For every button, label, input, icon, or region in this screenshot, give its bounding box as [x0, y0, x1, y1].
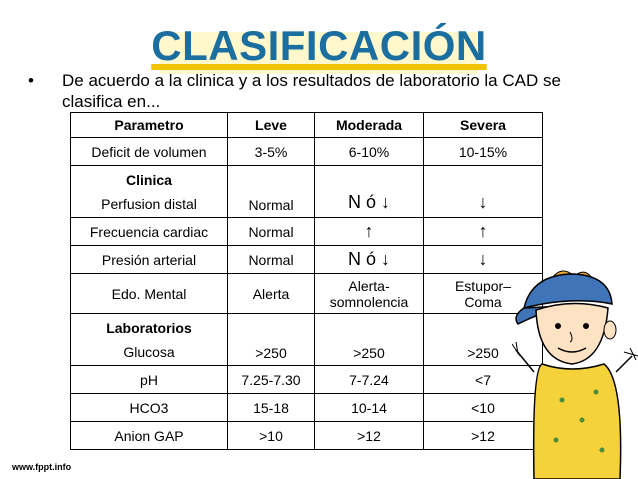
cartoon-boy-illustration: [512, 260, 638, 479]
slide-title: CLASIFICACIÓN: [151, 22, 487, 69]
cell: Estupor– Coma: [424, 274, 543, 314]
cell: Alerta- somnolencia: [315, 274, 424, 314]
cell: ↑: [424, 218, 543, 246]
cell: 15-18: [228, 394, 315, 422]
cell: Edo. Mental: [71, 274, 228, 314]
bullet-text: De acuerdo a la clinica y a los resultados de laboratorio la CAD se clasifica en...: [62, 71, 561, 111]
header-moderada: Moderada: [315, 113, 424, 138]
table-row: [71, 166, 543, 218]
cell: >10: [228, 422, 315, 450]
section-label-clinica: Clinica: [126, 171, 172, 188]
table-row: [71, 314, 543, 366]
cell: >12: [424, 422, 543, 450]
table-header-row: [71, 113, 543, 138]
cell: 10-15%: [424, 138, 543, 166]
classification-table: [70, 112, 543, 450]
cell: [71, 314, 228, 366]
cell: >250: [315, 314, 424, 366]
cell: [71, 166, 228, 218]
cell: 6-10%: [315, 138, 424, 166]
cell: 10-14: [315, 394, 424, 422]
cell: ↓: [424, 166, 543, 218]
cell: N ó ↓: [315, 166, 424, 218]
cell: >12: [315, 422, 424, 450]
cell: N ó ↓: [315, 246, 424, 274]
cell: 7.25-7.30: [228, 366, 315, 394]
header-severa: Severa: [424, 113, 543, 138]
cell: Presión arterial: [71, 246, 228, 274]
cell: Alerta: [228, 274, 315, 314]
cell-text: Glucosa: [123, 343, 175, 360]
cell: Normal: [228, 166, 315, 218]
shirt: [534, 364, 621, 479]
table-row: [71, 422, 543, 450]
cell: ↑: [315, 218, 424, 246]
cell: <10: [424, 394, 543, 422]
table-row: [71, 394, 543, 422]
header-parametro: Parametro: [71, 113, 228, 138]
cell: HCO3: [71, 394, 228, 422]
section-label-laboratorios: Laboratorios: [106, 319, 192, 336]
footer-url: www.fppt.info: [12, 462, 72, 472]
cell: 3-5%: [228, 138, 315, 166]
face: [536, 303, 616, 364]
cell: ↓: [424, 246, 543, 274]
cell: Normal: [228, 246, 315, 274]
cell: Anion GAP: [71, 422, 228, 450]
cell: Normal: [228, 218, 315, 246]
cell: 7-7.24: [315, 366, 424, 394]
bullet-icon: •: [28, 71, 34, 90]
header-leve: Leve: [228, 113, 315, 138]
cell: <7: [424, 366, 543, 394]
cell-text: Perfusion distal: [101, 195, 197, 212]
cell: >250: [228, 314, 315, 366]
cell: Frecuencia cardiac: [71, 218, 228, 246]
table-row: [71, 138, 543, 166]
table-row: [71, 246, 543, 274]
cell: Deficit de volumen: [71, 138, 228, 166]
bullet-paragraph: [28, 70, 618, 112]
cell: >250: [424, 314, 543, 366]
table-row: [71, 274, 543, 314]
table-row: [71, 366, 543, 394]
table-row: [71, 218, 543, 246]
cell: pH: [71, 366, 228, 394]
